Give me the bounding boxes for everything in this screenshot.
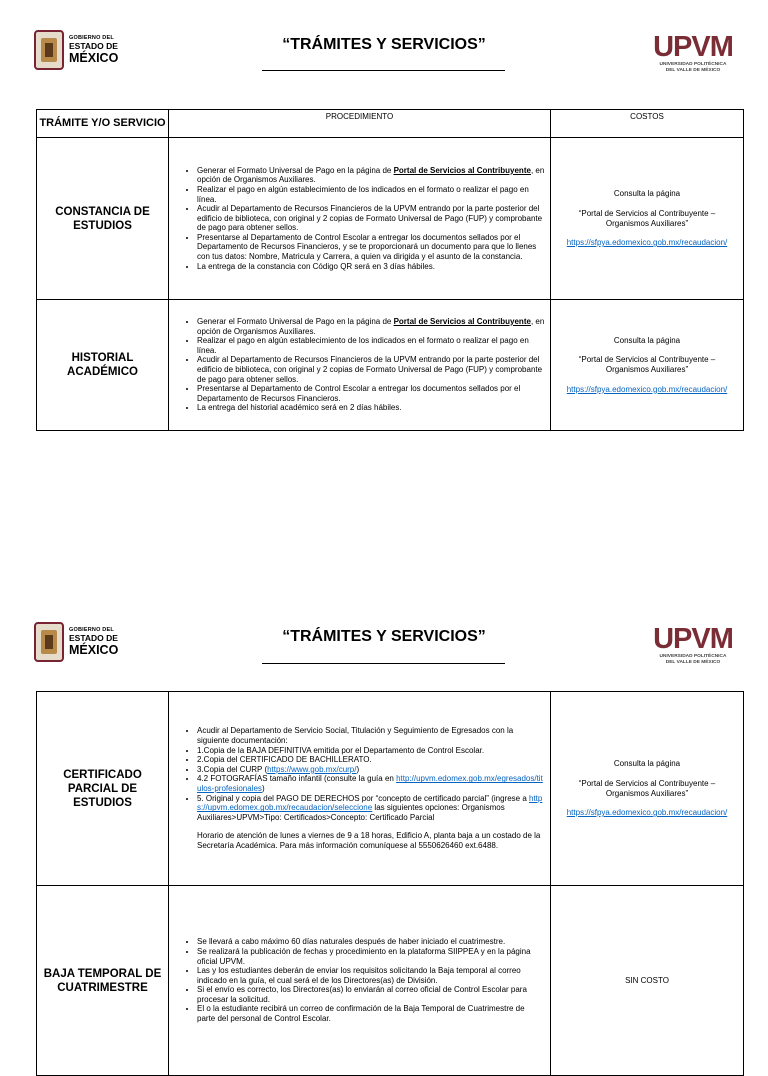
upvm-logo-line2: DEL VALLE DE MÉXICO	[665, 68, 721, 73]
list-item: • Presentarse al Departamento de Control Escolar a entregar los documentos sellados por el Departamento de Recursos Financieros, y se te proporcionará un documento para que lo llenes con tus datos: Nombre, Matricula y Carrera, a quien va dirigida y el asunto de la constancia.	[197, 233, 545, 262]
curp-link[interactable]: https://www.gob.mx/curp/	[267, 764, 357, 774]
recaudacion-seleccione-link[interactable]: https://upvm.edomex.gob.mx/recaudacion/seleccione	[197, 793, 543, 813]
title-underline	[262, 663, 505, 664]
state-seal-icon	[34, 30, 64, 70]
list-item: • 5. Original y copia del PAGO DE DERECHOS por “concepto de certificado parcial” (ingrese a https://upvm.edomex.gob.mx/recaudacion/seleccione las siguientes opciones: Organismos Auxiliares>UPVM>Tipo: Certificados>Concepto: Certificado Parcial	[197, 794, 545, 823]
procedure-cell	[169, 300, 551, 431]
recaudacion-link[interactable]: https://sfpya.edomexico.gob.mx/recaudacion/	[566, 238, 728, 248]
gov-logo-line2: ESTADO DE	[69, 633, 118, 644]
header-procedimiento: PROCEDIMIENTO	[169, 110, 551, 138]
gobierno-edomex-logo	[34, 618, 136, 666]
list-item: • 1.Copia de la BAJA DEFINITIVA emitida por el Departamento de Control Escolar.	[197, 746, 545, 756]
tramite-name: CONSTANCIA DE ESTUDIOS	[37, 138, 169, 300]
title-underline	[262, 70, 505, 71]
table-header-row	[37, 110, 744, 138]
tramites-table-1	[36, 109, 744, 431]
list-item: • Acudir al Departamento de Recursos Financieros de la UPVM entrando por la parte posterior del edificio de biblioteca, con original y 2 copias de Formato Universal de Pago (FUP) y comprobante de pago para obtener sellos.	[197, 204, 545, 233]
recaudacion-link[interactable]: https://sfpya.edomexico.gob.mx/recaudacion/	[566, 808, 728, 818]
cost-line2: “Portal de Servicios al Contribuyente – Organismos Auxiliares”	[578, 778, 716, 798]
list-item: • Acudir al Departamento de Servicio Social, Titulación y Seguimiento de Egresados con la siguiente documentación:	[197, 726, 545, 745]
table-row	[37, 886, 744, 1076]
list-item: • Las y los estudiantes deberán de enviar los requisitos solicitando la Baja temporal al correo indicado en la guía, el cual será el de los Directores(as) de División.	[197, 966, 545, 985]
cost-line1: Consulta la página	[613, 335, 681, 345]
list-item: • La entrega del historial académico será en 2 días hábiles.	[197, 403, 545, 413]
list-item: • Generar el Formato Universal de Pago en la página de Portal de Servicios al Contribuyente, en opción de Organismos Auxiliares.	[197, 317, 545, 336]
list-item: • 3.Copia del CURP (https://www.gob.mx/curp/)	[197, 765, 545, 775]
state-seal-icon	[34, 622, 64, 662]
list-item: • 2.Copia del CERTIFICADO DE BACHILLERATO.	[197, 755, 545, 765]
tramite-name: BAJA TEMPORAL DE CUATRIMESTRE	[37, 886, 169, 1076]
list-item: • Realizar el pago en algún establecimiento de los indicados en el formato o realizar el pago en línea.	[197, 185, 545, 204]
header-costos: COSTOS	[551, 110, 744, 138]
procedure-cell	[169, 692, 551, 886]
tramites-table-2	[36, 691, 744, 1076]
cost-line2: “Portal de Servicios al Contribuyente – Organismos Auxiliares”	[578, 355, 716, 374]
tramite-name: CERTIFICADO PARCIAL DE ESTUDIOS	[37, 692, 169, 886]
portal-link[interactable]: Portal de Servicios al Contribuyente	[393, 317, 531, 327]
gov-logo-line1: GOBIERNO DEL	[69, 626, 114, 633]
cost-line1: Consulta la página	[613, 189, 681, 199]
cost-line1: SIN COSTO	[625, 975, 669, 985]
page-header-2	[0, 614, 768, 674]
cost-cell	[551, 300, 744, 431]
list-item: • El o la estudiante recibirá un correo de confirmación de la Baja Temporal de Cuatrimestre de parte del personal de Control Escolar.	[197, 1004, 545, 1023]
upvm-mark: UPVM	[653, 623, 733, 655]
upvm-logo	[650, 32, 736, 74]
procedure-cell	[169, 886, 551, 1076]
document-title: “TRÁMITES Y SERVICIOS”	[282, 628, 486, 645]
gov-logo-line2: ESTADO DE	[69, 41, 118, 52]
portal-link[interactable]: Portal de Servicios al Contribuyente	[393, 165, 531, 175]
list-item: • La entrega de la constancia con Código QR será en 3 días hábiles.	[197, 262, 545, 272]
list-item: • Realizar el pago en algún establecimiento de los indicados en el formato o realizar el pago en línea.	[197, 336, 545, 355]
table-row	[37, 300, 744, 431]
office-hours-note: Horario de atención de lunes a viernes de 9 a 18 horas, Edificio A, planta baja a un costado de la Secretaría Académica. Para más información comuníquese al 5550626460 ext.6488.	[197, 831, 541, 850]
page-header-1	[0, 22, 768, 82]
cost-cell	[551, 886, 744, 1076]
table-row	[37, 138, 744, 300]
header-tramite: TRÁMITE Y/O SERVICIO	[37, 110, 169, 138]
list-item: • 4.2 FOTOGRAFÍAS tamaño infantil (consulte la guía en http://upvm.edomex.gob.mx/egresados/titulos-profesionales)	[197, 774, 545, 793]
list-item: • Si el envío es correcto, los Directores(as) lo enviarán al correo oficial de Control Escolar para procesar la solicitud.	[197, 985, 545, 1004]
upvm-mark: UPVM	[653, 31, 733, 63]
cost-cell	[551, 138, 744, 300]
upvm-logo-line1: UNIVERSIDAD POLITÉCNICA	[659, 654, 727, 659]
list-item: • Presentarse al Departamento de Control Escolar a entregar los documentos sellados por el Departamento de Recursos Financieros.	[197, 384, 545, 403]
upvm-logo	[650, 624, 736, 666]
list-item: • Se realizará la publicación de fechas y procedimiento en la plataforma SIIPPEA y en la página oficial UPVM.	[197, 947, 545, 966]
list-item: • Acudir al Departamento de Recursos Financieros de la UPVM entrando por la parte posterior del edificio de biblioteca, con original y 2 copias de Formato Universal de Pago (FUP) y comprobante de pago para obtener sellos.	[197, 355, 545, 384]
cost-line1: Consulta la página	[613, 759, 681, 769]
gov-logo-line1: GOBIERNO DEL	[69, 34, 114, 41]
document-title: “TRÁMITES Y SERVICIOS”	[282, 36, 486, 53]
upvm-logo-line1: UNIVERSIDAD POLITÉCNICA	[659, 62, 727, 67]
upvm-logo-line2: DEL VALLE DE MÉXICO	[665, 660, 721, 665]
cost-line2: “Portal de Servicios al Contribuyente – Organismos Auxiliares”	[578, 208, 716, 228]
tramite-name: HISTORIAL ACADÉMICO	[37, 300, 169, 431]
egresados-link[interactable]: http://upvm.edomex.gob.mx/egresados/titulos-profesionales	[197, 774, 543, 793]
table-row	[37, 692, 744, 886]
recaudacion-link[interactable]: https://sfpya.edomexico.gob.mx/recaudacion/	[566, 384, 728, 394]
procedure-cell	[169, 138, 551, 300]
gobierno-edomex-logo	[34, 26, 136, 74]
cost-cell	[551, 692, 744, 886]
gov-logo-line3: MÉXICO	[69, 50, 119, 65]
list-item: • Se llevará a cabo máximo 60 días naturales después de haber iniciado el cuatrimestre.	[197, 937, 545, 947]
list-item: • Generar el Formato Universal de Pago en la página de Portal de Servicios al Contribuyente, en opción de Organismos Auxiliares.	[197, 166, 545, 185]
gov-logo-line3: MÉXICO	[69, 642, 119, 657]
